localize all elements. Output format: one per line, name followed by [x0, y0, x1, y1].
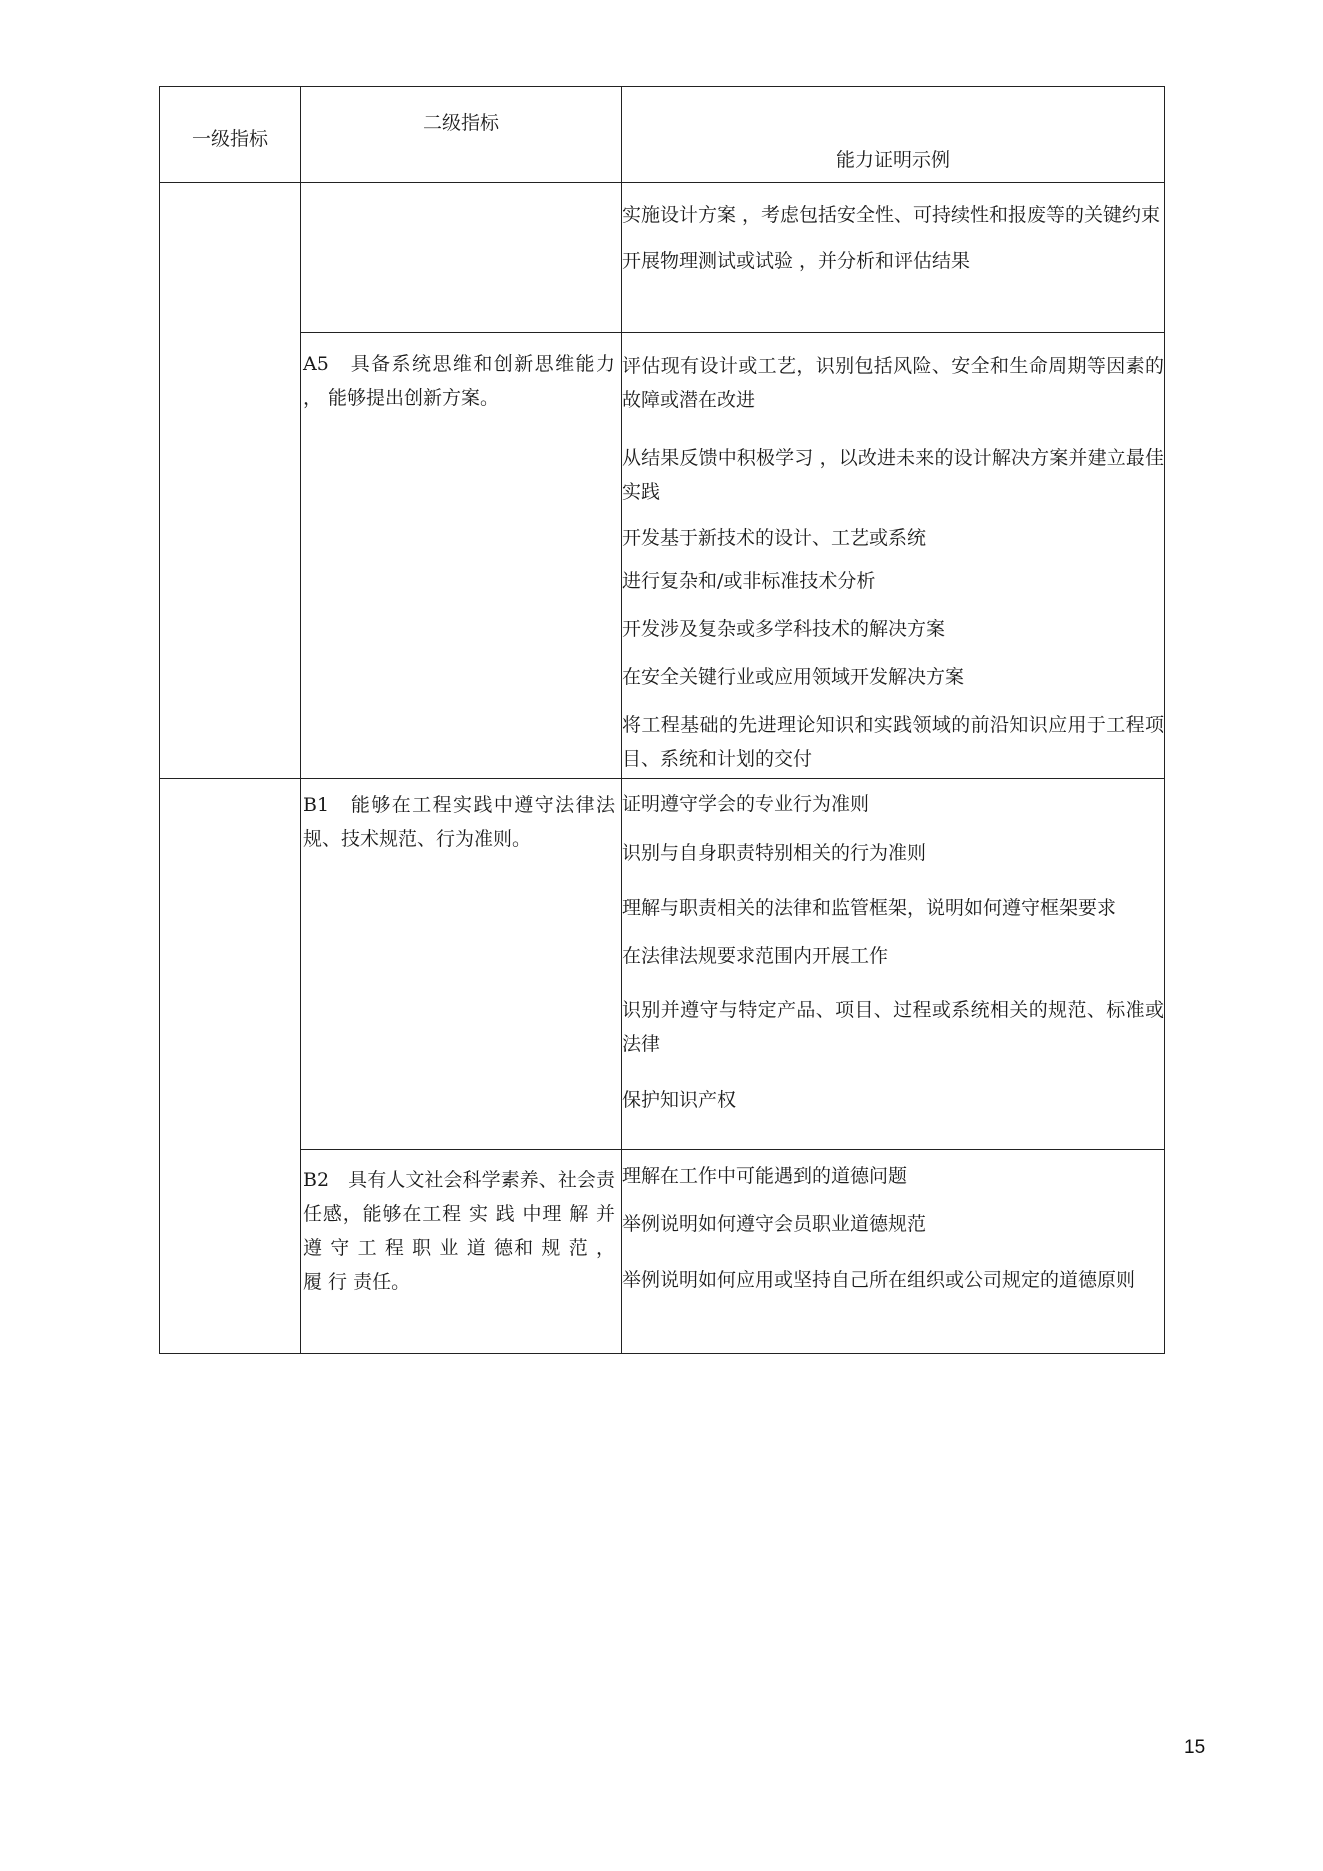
evidence-item: 从结果反馈中积极学习 ，以改进未来的设计解决方案并建立最佳实践	[622, 447, 1164, 503]
evidence-item: 开展物理测试或试验 ，并分析和评估结果	[622, 250, 971, 272]
evidence-item: 举例说明如何遵守会员职业道德规范	[622, 1213, 927, 1235]
table-row	[160, 183, 1165, 333]
indicator-table	[159, 86, 1165, 1354]
page-number: 15	[1184, 1737, 1206, 1758]
evidence-item: 理解在工作中可能遇到的道德问题	[622, 1165, 908, 1187]
level2-cell	[301, 183, 622, 333]
evidence-cell	[622, 1150, 1165, 1354]
table-header-row	[160, 87, 1165, 183]
level1-cell	[160, 183, 301, 779]
evidence-item: 举例说明如何应用或坚持自己所在组织或公司规定的道德原则	[622, 1269, 1136, 1291]
table-row	[160, 333, 1165, 779]
evidence-item: 将工程基础的先进理论知识和实践领域的前沿知识应用于工程项目、系统和计划的交付	[622, 714, 1164, 770]
evidence-item: 在安全关键行业或应用领域开发解决方案	[622, 666, 965, 688]
evidence-item: 识别与自身职责特别相关的行为准则	[622, 842, 927, 864]
evidence-item: 在法律法规要求范围内开展工作	[622, 945, 889, 967]
table-row	[160, 1150, 1165, 1354]
table-row	[160, 779, 1165, 1150]
header-level2: 二级指标	[301, 87, 622, 183]
evidence-item: 识别并遵守与特定产品、项目、过程或系统相关的规范、标准或法律	[622, 999, 1164, 1055]
header-evidence: 能力证明示例	[622, 87, 1165, 183]
level2-cell: B1 能够在工程实践中遵守法律法规、技术规范、行为准则。	[301, 779, 622, 1150]
level2-cell: A5 具备系统思维和创新思维能力 ， 能够提出创新方案。	[301, 333, 622, 779]
evidence-cell	[622, 779, 1165, 1150]
evidence-item: 评估现有设计或工艺，识别包括风险、安全和生命周期等因素的故障或潜在改进	[622, 355, 1164, 411]
evidence-item: 理解与职责相关的法律和监管框架，说明如何遵守框架要求	[622, 897, 1117, 919]
header-level1: 一级指标	[160, 87, 301, 183]
level1-cell	[160, 779, 301, 1354]
evidence-item: 进行复杂和/或非标准技术分析	[622, 570, 876, 592]
level2-cell: B2 具有人文社会科学素养、社会责任感，能够在工程 实 践 中理 解 并 遵 守 工 程 职 业 道 德和 规 范 ， 履 行 责任。	[301, 1150, 622, 1354]
evidence-cell	[622, 333, 1165, 779]
evidence-item: 开发基于新技术的设计、工艺或系统	[622, 527, 927, 549]
evidence-item: 证明遵守学会的专业行为准则	[622, 793, 870, 815]
evidence-item: 开发涉及复杂或多学科技术的解决方案	[622, 618, 946, 640]
evidence-item: 实施设计方案 ，考虑包括安全性、可持续性和报废等的关键约束	[622, 204, 1161, 226]
evidence-item: 保护知识产权	[622, 1089, 737, 1111]
evidence-cell	[622, 183, 1165, 333]
